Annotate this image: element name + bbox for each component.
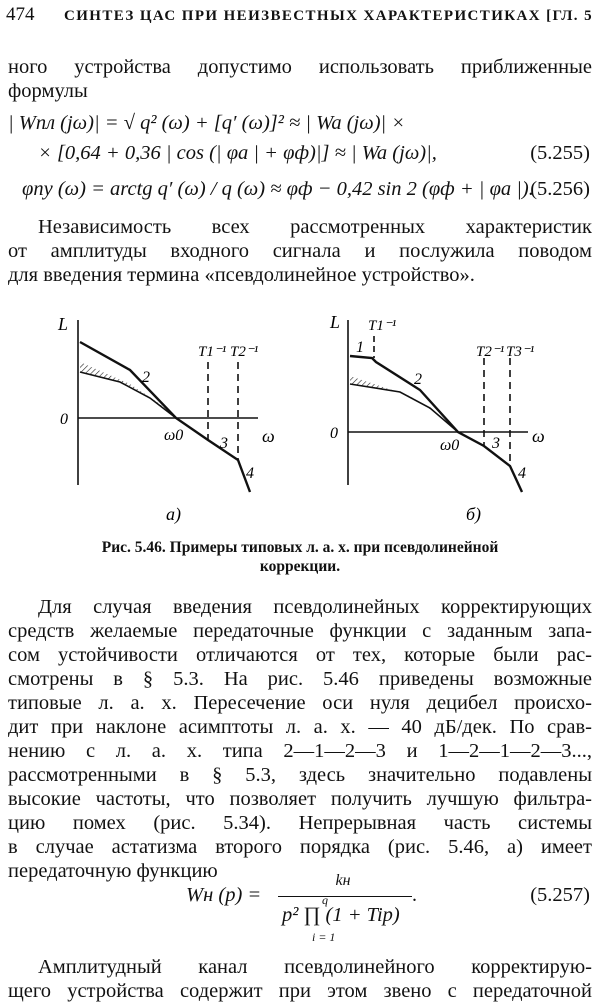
right-curve-4-label: 4 (518, 465, 526, 482)
intro-line-1: ного устройства допустимо использовать приближенные (8, 56, 592, 78)
left-curve-4-label: 4 (246, 465, 254, 482)
right-curve-2-label: 2 (414, 371, 422, 388)
left-panel-tag: а) (166, 504, 181, 524)
para2-line-1: Для случая введения псевдолинейных корректирующих (38, 596, 592, 618)
intro-line-2: формулы (8, 80, 88, 102)
equation-5-256-number: (5.256) (530, 178, 590, 200)
right-t1-label: T1⁻¹ (368, 318, 397, 334)
equation-5-257-fraction-bar (278, 896, 412, 897)
para2-line-11: в случае астатизма второго порядка (рис. 5.46, а) имеет (8, 836, 592, 858)
left-lower-curve (80, 372, 176, 418)
left-xlabel: ω (262, 426, 275, 446)
para2-line-12: передаточную функцию (8, 860, 218, 882)
para2-line-6: дит при наклоне асимптоты л. а. х. — 40 дБ/дек. По срав- (8, 716, 592, 738)
para3-line-2: щего устройства содержит при этом звено с передаточной (8, 980, 592, 1002)
para2-line-2: средств желаемые передаточные функции с заданным запа- (8, 620, 592, 642)
right-panel-tag: б) (466, 504, 482, 524)
page-number: 474 (6, 4, 35, 25)
equation-5-256: φпу (ω) = arctg q′ (ω) / q (ω) ≈ φф − 0,42 sin 2 (φф + | φa |). (22, 178, 534, 200)
right-origin-label: 0 (330, 425, 338, 442)
left-hatched-region (80, 362, 176, 418)
left-ylabel: L (58, 314, 69, 334)
left-omega0-label: ω0 (164, 427, 184, 444)
figure-caption-line-2: коррекции. (259, 558, 341, 575)
equation-5-257-prod-bottom: i = 1 (312, 930, 336, 944)
equation-5-255-line-1: | Wпл (jω)| = √ q² (ω) + [q′ (ω)]² ≈ | Wa (jω)| × (8, 112, 406, 134)
left-panel (57, 314, 275, 525)
running-title: СИНТЕЗ ЦАС ПРИ НЕИЗВЕСТНЫХ ХАРАКТЕРИСТИКАХ [ГЛ. 5 (64, 8, 594, 24)
figure-caption-line-1: Рис. 5.46. Примеры типовых л. а. х. при псевдолинейной (101, 539, 499, 556)
para1-line-1: Независимость всех рассмотренных характеристик (38, 216, 592, 238)
para2-line-9: высокие частоты, что позволяет получить лучшую фильтра- (8, 788, 592, 810)
right-omega0-label: ω0 (440, 437, 460, 454)
equation-5-257-period: . (412, 884, 417, 906)
para2-line-10: цию помех (рис. 5.34). Непрерывная часть системы (8, 812, 592, 834)
para1-line-3: для введения термина «псевдолинейное устройство». (8, 264, 475, 286)
equation-5-257-number: (5.257) (530, 884, 590, 906)
left-t1-label: T1⁻¹ (198, 344, 227, 360)
right-curve-3-label: 3 (492, 435, 500, 452)
equation-5-257-lhs: Wн (p) = (186, 884, 262, 906)
right-t2-label: T2⁻¹ (476, 344, 505, 360)
equation-5-257-prod-top: q (322, 893, 328, 907)
right-lower-curve (350, 384, 458, 432)
para2-line-7: нению с л. а. х. типа 2—1—2—3 и 1—2—1—2—3..., (8, 740, 592, 762)
figure-5-46 (0, 300, 600, 535)
equation-5-255-number: (5.255) (530, 142, 590, 164)
right-hatched-region (350, 376, 458, 432)
para2-line-5: типовые л. а. х. Пересечение оси нуля децибел происхо- (8, 692, 592, 714)
para2-line-8: рассмотренными в § 5.3, здесь значительно подавлены (8, 764, 592, 786)
right-curve-1-label: 1 (356, 339, 364, 356)
para3-line-1: Амплитудный канал псевдолинейного корректирую- (38, 956, 592, 978)
right-t3-label: T3⁻¹ (506, 344, 535, 360)
left-origin-label: 0 (60, 411, 68, 428)
left-curve-3-label: 3 (220, 435, 228, 452)
right-panel (329, 312, 545, 525)
left-lax-curve (80, 342, 250, 492)
para2-line-4: смотрены в § 5.3. На рис. 5.46 приведены возможные (8, 668, 592, 690)
right-lax-curve (350, 356, 522, 492)
left-curve-2-label: 2 (142, 369, 150, 386)
equation-5-255-line-2: × [0,64 + 0,36 | cos (| φa | + φф)|] ≈ | Wa (jω)|, (38, 142, 437, 164)
para2-line-3: сом устойчивости отличаются от тех, которые были рас- (8, 644, 592, 666)
right-ylabel: L (330, 312, 341, 332)
left-t2-label: T2⁻¹ (230, 344, 259, 360)
running-head (6, 4, 596, 34)
equation-5-257-denominator: p² ∏ (1 + Tip) (282, 904, 400, 926)
right-xlabel: ω (532, 426, 545, 446)
para1-line-2: от амплитуды входного сигнала и послужила поводом (8, 240, 592, 262)
equation-5-257-numerator: kн (335, 872, 351, 889)
